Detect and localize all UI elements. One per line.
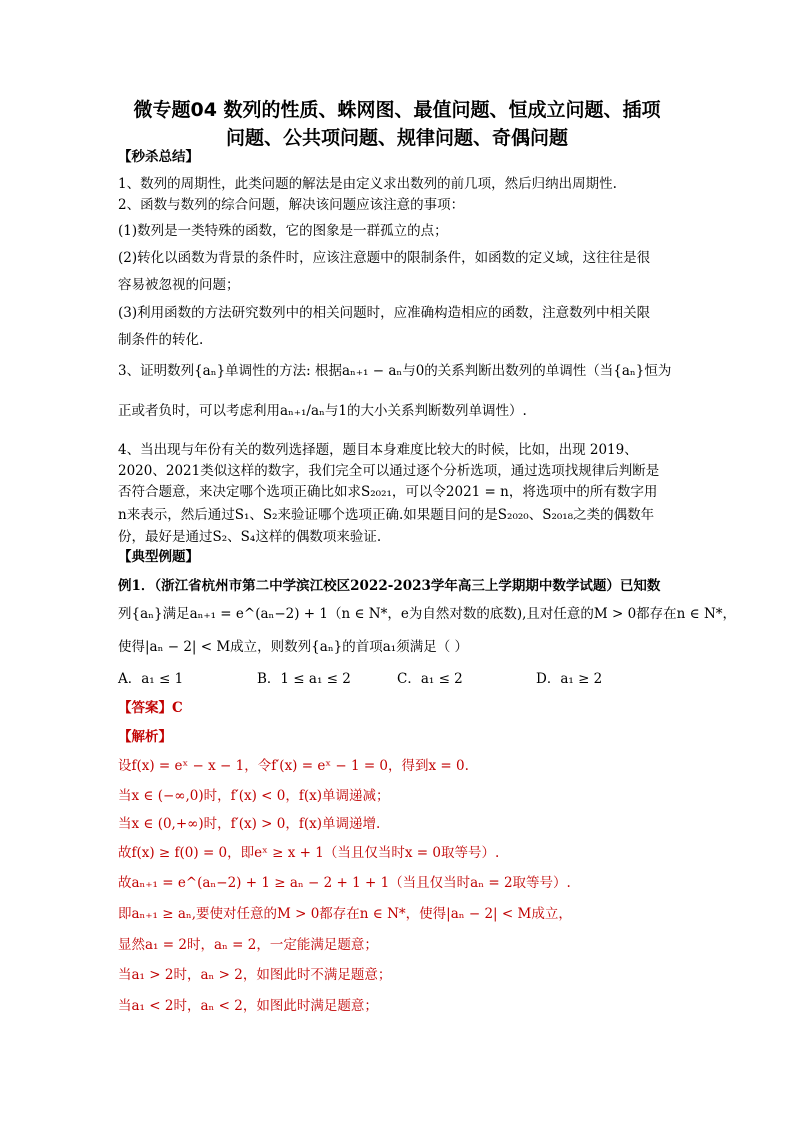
answer-label: 【答案】C xyxy=(118,700,183,716)
title-line-2: 问题、公共项问题、规律问题、奇偶问题 xyxy=(225,127,568,149)
summary-line: 份，最好是通过S₂、S₄这样的偶数项来验证. xyxy=(118,529,382,545)
option-c: C．a₁ ≤ 2 xyxy=(397,671,463,687)
summary-line: 3、证明数列{aₙ}单调性的方法: 根据aₙ₊₁ − aₙ与0的关系判断出数列的单调性（当{aₙ}恒为 xyxy=(118,363,672,379)
document-title xyxy=(90,96,704,152)
summary-line: (1)数列是一类特殊的函数，它的图象是一群孤立的点； xyxy=(118,223,448,239)
option-b: B．1 ≤ a₁ ≤ 2 xyxy=(257,671,351,687)
option-a: A．a₁ ≤ 1 xyxy=(118,671,184,687)
analysis-line: 设f(x) = eˣ − x − 1，令f′(x) = eˣ − 1 = 0，得到x = 0. xyxy=(118,758,469,774)
summary-line: 2020、2021类似这样的数字，我们完全可以通过逐个分析选项，通过选项找规律后判断是 xyxy=(118,463,660,479)
analysis-line: 当a₁ < 2时，aₙ < 2，如图此时满足题意； xyxy=(118,998,378,1014)
analysis-line: 当a₁ > 2时，aₙ > 2，如图此时不满足题意； xyxy=(118,967,392,983)
analysis-line: 故aₙ₊₁ = e^(aₙ−2) + 1 ≥ aₙ − 2 + 1 + 1（当且仅当时aₙ = 2取等号）. xyxy=(118,875,571,891)
example-text: 例1．（浙江省杭州市第二中学滨江校区2022-2023学年高三上学期期中数学试题）已知数 xyxy=(118,578,661,594)
title-line-1: 微专题04 数列的性质、蛛网图、最值问题、恒成立问题、插项 xyxy=(133,99,661,121)
example-line xyxy=(118,577,660,595)
summary-line: 制条件的转化. xyxy=(118,332,204,348)
summary-line: 否符合题意，来决定哪个选项正确比如求S₂₀₂₁，可以令2021 = n，将选项中的所有数字用 xyxy=(118,484,658,500)
analysis-line: 故f(x) ≥ f(0) = 0，即eˣ ≥ x + 1（当且仅当时x = 0取等号）. xyxy=(118,845,500,861)
analysis-line: 当x ∈ (0,+∞)时，f′(x) > 0，f(x)单调递增. xyxy=(118,816,381,832)
summary-line: 容易被忽视的问题； xyxy=(118,277,240,293)
summary-header: 【秒杀总结】 xyxy=(118,149,199,165)
analysis-line: 即aₙ₊₁ ≥ aₙ,要使对任意的M > 0都存在n ∈ N*，使得|aₙ − 2| < M成立， xyxy=(118,906,572,922)
option-d: D．a₁ ≥ 2 xyxy=(536,671,603,687)
summary-line: 4、当出现与年份有关的数列选择题，题目本身难度比较大的时候，比如，出现 2019、 xyxy=(118,442,638,458)
analysis-line: 当x ∈ (−∞,0)时，f′(x) < 0，f(x)单调递减； xyxy=(118,788,390,804)
summary-line: n来表示，然后通过S₁、S₂来验证哪个选项正确.如果题目问的是S₂₀₂₀、S₂₀₁₈之类的偶数年 xyxy=(118,507,655,523)
summary-line: 正或者负时，可以考虑利用aₙ₊₁/aₙ与1的大小关系判断数列单调性）. xyxy=(118,403,527,419)
example-line: 列{aₙ}满足aₙ₊₁ = e^(aₙ−2) + 1（n ∈ N*，e为自然对数的底数),且对任意的M > 0都存在n ∈ N*， xyxy=(118,606,737,622)
summary-line: 1、数列的周期性，此类问题的解法是由定义求出数列的前几项，然后归纳出周期性. xyxy=(118,176,617,192)
summary-line: (2)转化以函数为背景的条件时，应该注意题中的限制条件，如函数的定义域，这往往是很 xyxy=(118,250,651,266)
summary-line: (3)利用函数的方法研究数列中的相关问题时，应准确构造相应的函数，注意数列中相关限 xyxy=(118,305,651,321)
example-header: 【典型例题】 xyxy=(118,549,199,565)
summary-line: 2、函数与数列的综合问题，解决该问题应该注意的事项： xyxy=(118,197,465,213)
example-line: 使得|aₙ − 2| < M成立，则数列{aₙ}的首项a₁须满足（ ） xyxy=(118,639,469,655)
analysis-header: 【解析】 xyxy=(118,729,172,745)
analysis-line: 显然a₁ = 2时，aₙ = 2，一定能满足题意； xyxy=(118,937,378,953)
